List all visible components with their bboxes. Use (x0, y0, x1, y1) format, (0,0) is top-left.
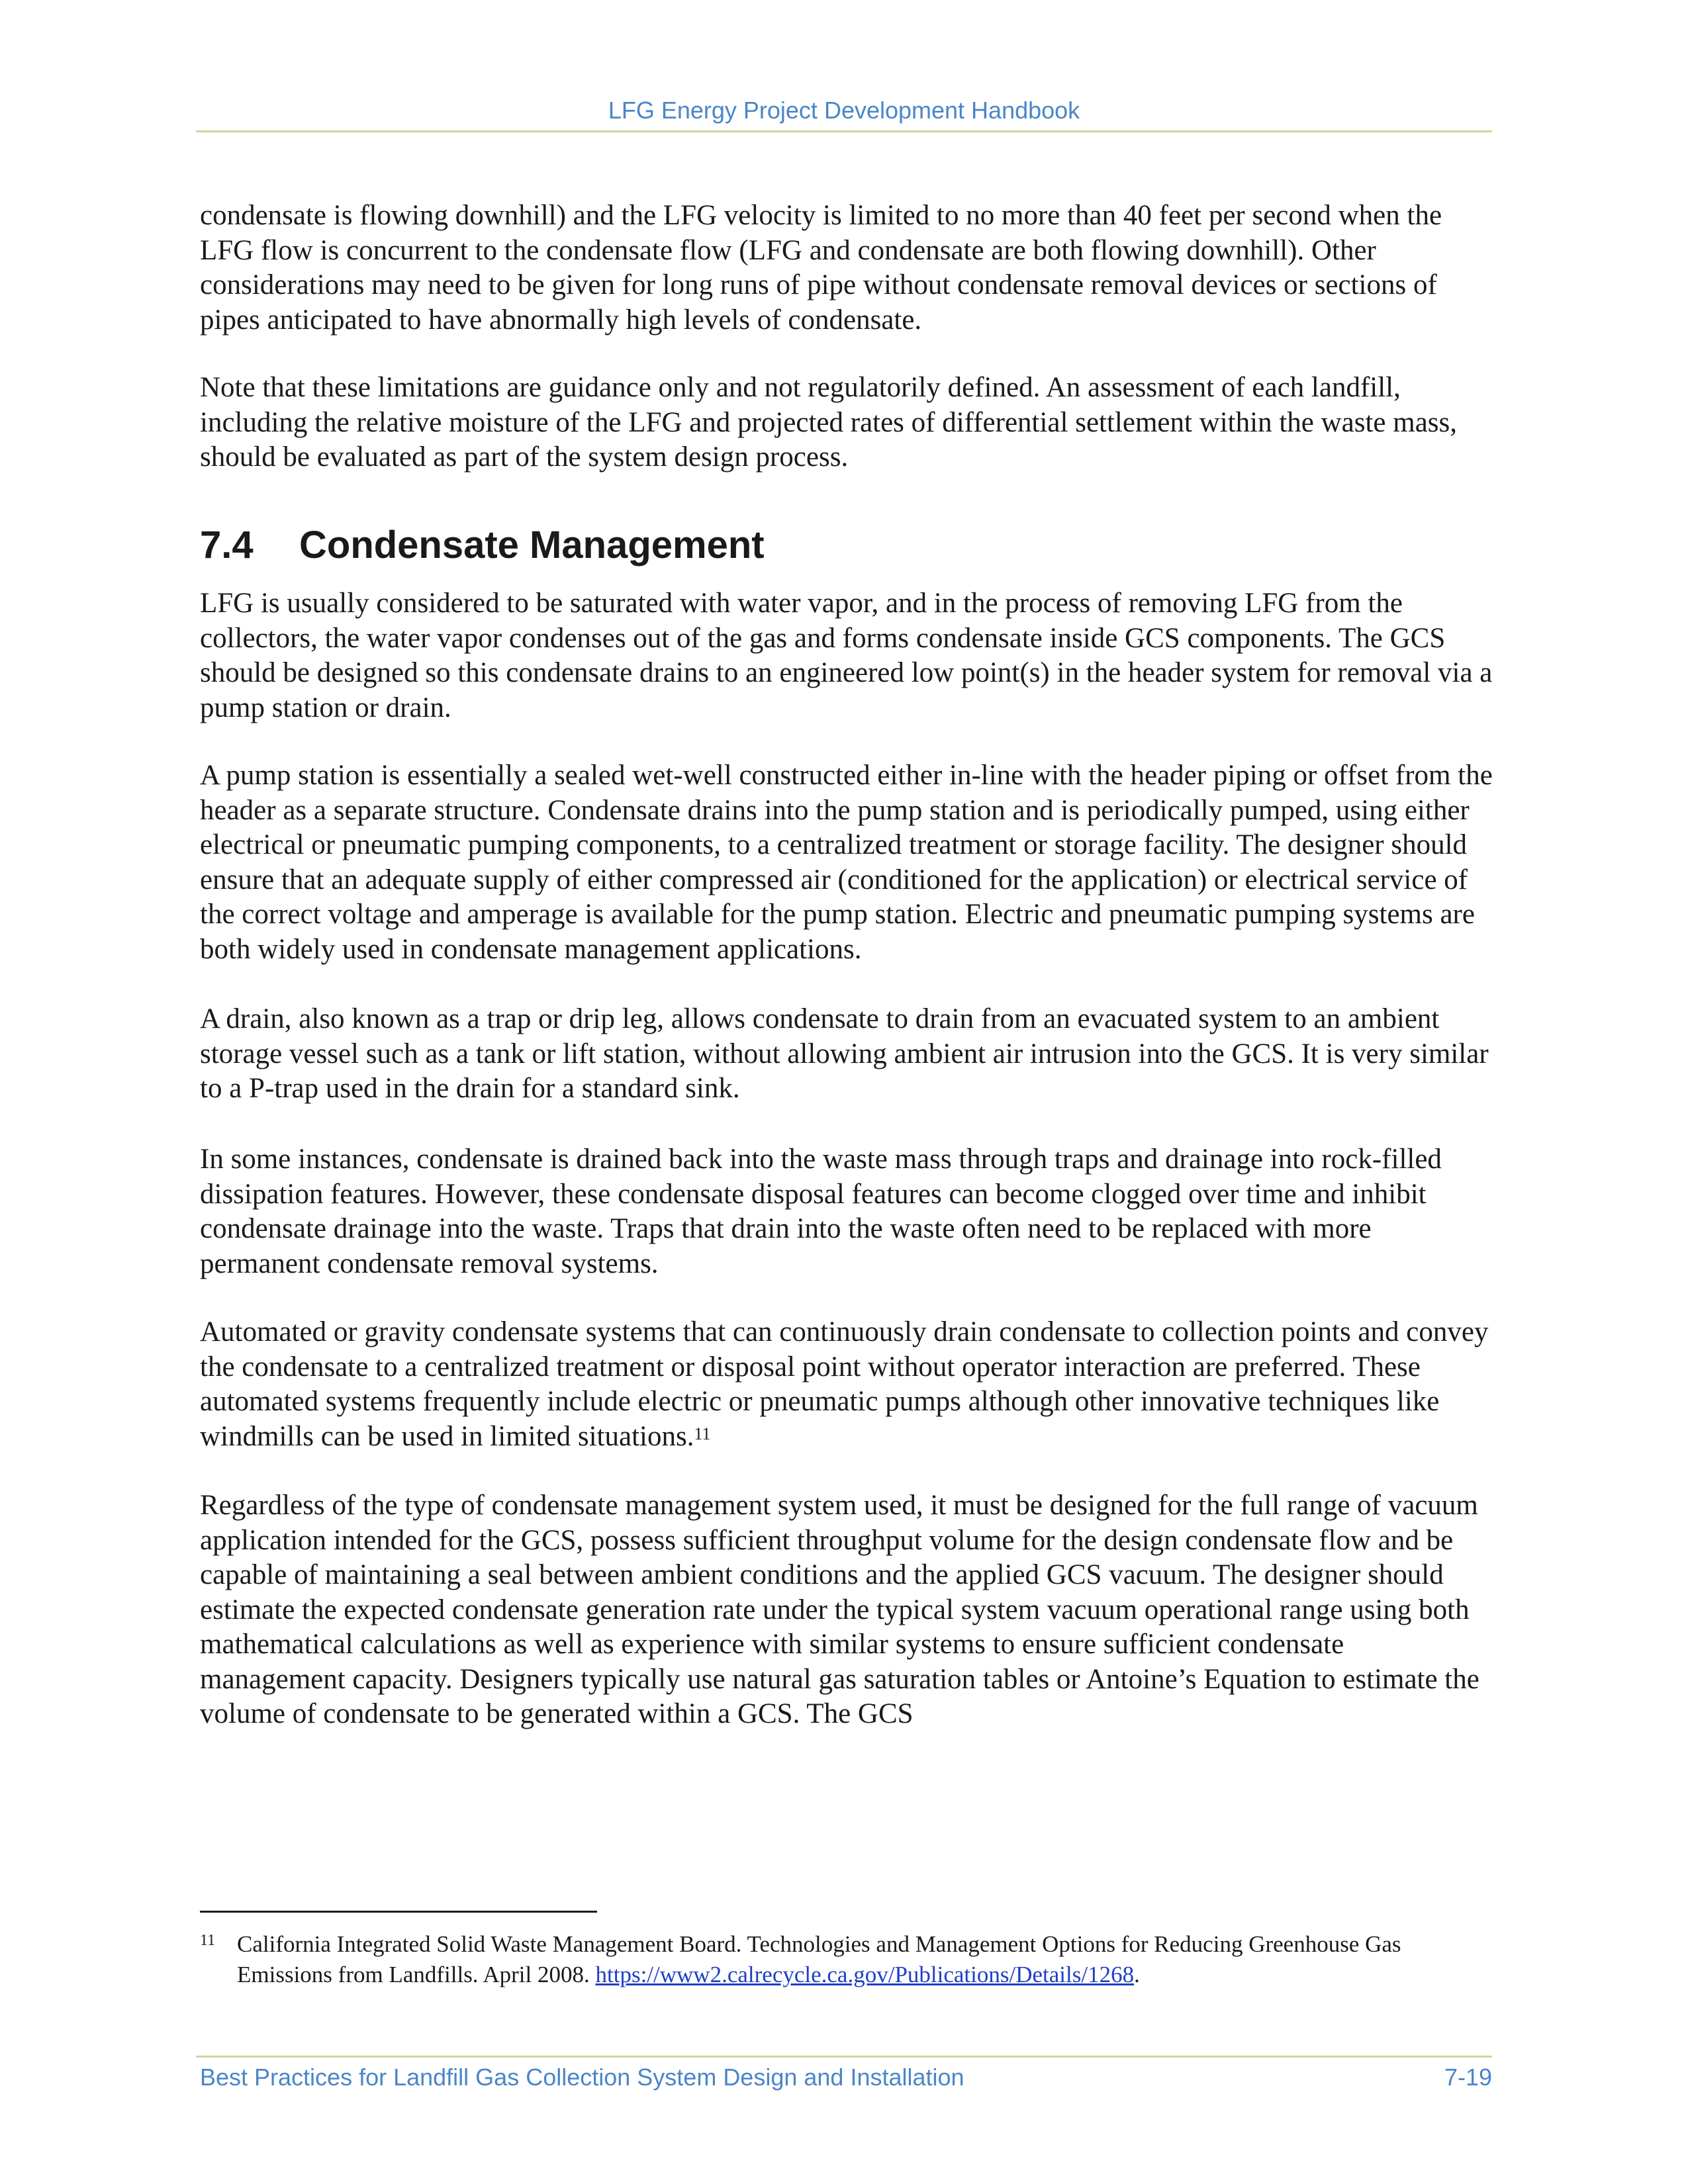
footnote-reference[interactable]: 11 (694, 1424, 711, 1443)
body-paragraph: condensate is flowing downhill) and the LFG velocity is limited to no more than 40 feet per second when the LFG flow is concurrent to the condensate flow (LFG and condensate are both flowing downhill). Other considerations may need to be given for long runs of pipe without condensate removal devices or sections of pipes anticipated to have abnormally high levels of condensate. (200, 200, 1442, 336)
body-paragraph: Note that these limitations are guidance only and not regulatorily defined. An assessment of each landfill, including the relative moisture of the LFG and projected rates of differential settlement within the waste mass, should be evaluated as part of the system design process. (200, 372, 1458, 473)
paragraph-text: Automated or gravity condensate systems that can continuously drain condensate to collection points and convey the condensate to a centralized treatment or disposal point without operator interaction are preferred. These automated systems frequently include electric or pneumatic pumps although other innovative techniques like windmills can be used in limited situations. (200, 1316, 1489, 1452)
footnote-body (237, 1929, 1496, 1990)
header-rule (196, 130, 1492, 132)
footer-title: Best Practices for Landfill Gas Collection System Design and Installation (200, 2064, 964, 2091)
section-heading (200, 523, 765, 567)
footnote-number: 11 (200, 1932, 216, 1949)
footnote-link[interactable]: https://www2.calrecycle.ca.gov/Publications/Details/1268 (595, 1962, 1135, 1987)
footnote-trailing: . (1134, 1962, 1140, 1987)
body-paragraph: Regardless of the type of condensate management system used, it must be designed for the full range of vacuum application intended for the GCS, possess sufficient throughput volume for the design condensate flow and be capable of maintaining a seal between ambient conditions and the applied GCS vacuum. The designer should estimate the expected condensate generation rate under the typical system vacuum operational range using both mathematical calculations as well as experience with similar systems to ensure sufficient condensate management capacity. Designers typically use natural gas saturation tables or Antoine’s Equation to estimate the volume of condensate to be generated within a GCS. The GCS (200, 1490, 1479, 1729)
footnote-separator (200, 1911, 597, 1913)
body-paragraph: A pump station is essentially a sealed wet-well constructed either in-line with the header piping or offset from the header as a separate structure. Condensate drains into the pump station and is periodically pumped, using either electrical or pneumatic pumping components, to a centralized treatment or storage facility. The designer should ensure that an adequate supply of either compressed air (conditioned for the application) or electrical service of the correct voltage and amperage is available for the pump station. Electric and pneumatic pumping systems are both widely used in condensate management applications. (200, 760, 1493, 965)
body-paragraph: LFG is usually considered to be saturated with water vapor, and in the process of removing LFG from the collectors, the water vapor condenses out of the gas and forms condensate inside GCS components. The GCS should be designed so this condensate drains to an engineered low point(s) in the header system for removal via a pump station or drain. (200, 588, 1493, 723)
section-number: 7.4 (200, 523, 254, 567)
body-paragraph (200, 1315, 1496, 1454)
section-title: Condensate Management (299, 523, 765, 567)
body-paragraph: In some instances, condensate is drained back into the waste mass through traps and drainage into rock-filled dissipation features. However, these condensate disposal features can become clogged over time and inhibit condensate drainage into the waste. Traps that drain into the waste often need to be replaced with more permanent condensate removal systems. (200, 1144, 1442, 1279)
body-paragraph: A drain, also known as a trap or drip leg, allows condensate to drain from an evacuated system to an ambient storage vessel such as a tank or lift station, without allowing ambient air intrusion into the GCS. It is very similar to a P-trap used in the drain for a standard sink. (200, 1003, 1489, 1104)
footnote (200, 1929, 1496, 1990)
page-number: 7-19 (1444, 2064, 1492, 2091)
footnote-text: California Integrated Solid Waste Management Board. Technologies and Management Options for Reducing Greenhouse Gas Emissions from Landfills. April 2008. (237, 1931, 1401, 1987)
running-header: LFG Energy Project Development Handbook (608, 97, 1080, 124)
footer-rule (196, 2056, 1492, 2058)
